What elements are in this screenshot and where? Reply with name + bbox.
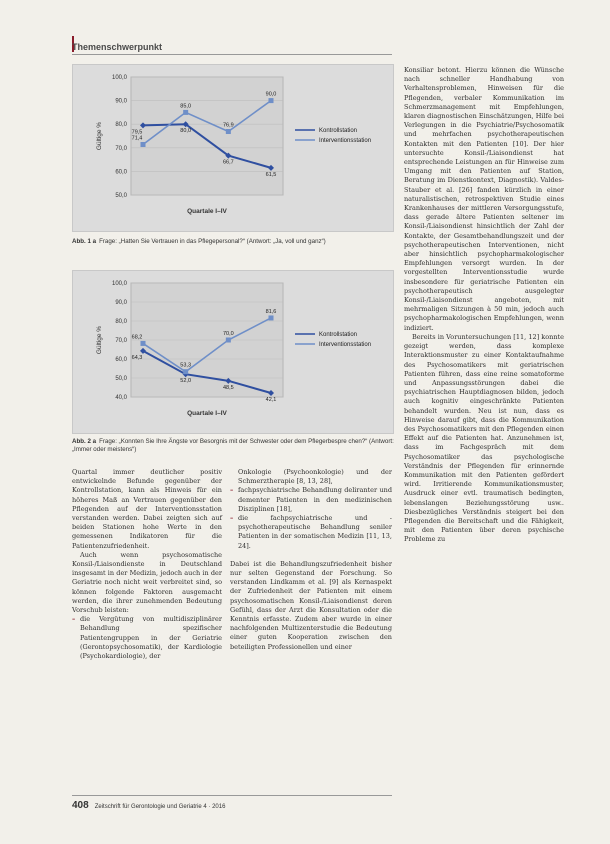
data-point	[141, 142, 146, 147]
y-tick-label: 90,0	[115, 300, 127, 306]
y-tick-label: 50,0	[115, 376, 127, 382]
data-label: 64,3	[131, 354, 143, 361]
data-label: 70,0	[222, 331, 234, 337]
y-tick-label: 40,0	[115, 395, 127, 401]
legend-entry: Kontrollstation	[319, 332, 358, 338]
text-column-right	[404, 66, 564, 545]
y-tick-label: 100,0	[111, 281, 127, 287]
data-label: 52,0	[180, 378, 192, 385]
data-point	[226, 129, 231, 134]
figure-2-caption	[72, 438, 400, 454]
data-point	[269, 315, 274, 320]
legend-entry: Interventionsstation	[319, 138, 372, 144]
y-tick-label: 60,0	[115, 357, 127, 363]
data-label: 90,0	[265, 91, 277, 98]
data-label: 79,5	[131, 129, 143, 136]
paragraph: Dabei ist die Behandlungszufriedenheit bisher nur selten Gegenstand der Forschung. So verstanden Lindkamm et al. [9] als Kernaspekt der Zufriedenheit der Patienten mit einem psychosomatischen Konsil-/Liaisondienst deren Gefühl, dass der Arzt die Konsultation oder die Kenntnis erfasste. Zudem aber wurde in einer nachfolgenden Multizenterstudie die Bedeutung einer guten Kooperation zwischen den beteiligten Professionellen und einer	[230, 559, 392, 651]
data-label: 81,6	[265, 308, 277, 315]
figure-1-label: Abb. 1 a	[72, 238, 97, 245]
data-label: 85,0	[180, 103, 192, 110]
data-point	[226, 338, 231, 343]
data-label: 53,3	[180, 362, 192, 369]
figure-2-caption-text: Frage: „Konnten Sie Ihre Ängste vor Besorgnis mit der Schwester oder dem Pflegerbespre chen?“ (Antwort: „Immer oder meistens“)	[72, 438, 394, 453]
footer-rule	[72, 795, 392, 796]
legend-entry: Kontrollstation	[319, 128, 358, 134]
section-header: Themenschwerpunkt	[72, 42, 163, 52]
y-axis-label: Gültige %	[96, 121, 103, 151]
figure-2-svg	[73, 271, 393, 433]
header-rule	[72, 54, 392, 55]
x-axis-label: Quartale I–IV	[187, 208, 227, 215]
list-item: – die fachpsychiatrische und -psychotherapeutische Behandlung seniler Patienten in der somatischen Medizin [11, 13, 24].	[230, 514, 392, 551]
text-column-middle	[230, 468, 392, 652]
data-label: 80,0	[180, 128, 192, 135]
factor-list	[72, 615, 222, 661]
data-point	[269, 98, 274, 103]
figure-1-caption-text: Frage: „Hatten Sie Vertrauen in das Pflegepersonal?“ (Antwort: „Ja, voll und ganz“)	[99, 238, 326, 245]
data-label: 42,1	[265, 397, 277, 404]
data-label: 66,7	[222, 159, 234, 166]
data-label: 68,2	[131, 334, 143, 341]
y-tick-label: 70,0	[115, 338, 127, 344]
page-footer	[72, 800, 225, 811]
paragraph: Quartal immer deutlicher positiv entwickelnde Befunde gegenüber der Kontrollstation, kann als Hinweis für ein höheres Maß an Vertrauen gegenüber den Pflegenden auf der Interventionsstation verstanden werden. Dabei zeigten sich auf beiden Stationen hohe Werte in den gemessenen Indikatoren für die Patientenzufriedenheit.	[72, 468, 222, 550]
y-tick-label: 70,0	[115, 145, 127, 152]
data-label: 48,5	[222, 384, 234, 391]
text-column-left	[72, 468, 222, 661]
journal-name: Zeitschrift für Gerontologie und Geriatrie 4 · 2016	[94, 804, 226, 810]
y-axis-label: Gültige %	[96, 325, 103, 355]
list-continuation: Onkologie (Psychoonkologie) und der Schmerztherapie [8, 13, 28],	[238, 468, 392, 486]
y-tick-label: 90,0	[115, 98, 127, 105]
data-point	[183, 369, 188, 374]
data-point	[141, 341, 146, 346]
figure-1-chart	[72, 64, 394, 232]
list-item: – fachpsychiatrische Behandlung deliranter und dementer Patienten in den medizinischen Disziplinen [18],	[230, 486, 392, 514]
figure-1-caption	[72, 238, 400, 246]
factor-list	[230, 486, 392, 550]
y-tick-label: 80,0	[115, 122, 127, 129]
y-tick-label: 60,0	[115, 169, 127, 176]
paragraph: Auch wenn psychosomatische Konsil-/Liaisondienste in Deutschland insgesamt in der Medizin, jedoch auch in der Geriatrie noch nicht weit verbreitet sind, so können folgende Faktoren ausgemacht werden, die ihrer zunehmenden Bedeutung Vorschub leisten:	[72, 550, 222, 615]
figure-2-label: Abb. 2 a	[72, 438, 97, 445]
figure-2-chart	[72, 270, 394, 434]
data-point	[183, 110, 188, 115]
y-tick-label: 100,0	[111, 75, 127, 81]
paragraph: Konsiliar betont. Hierzu können die Wünsche nach schneller Handhabung von Verhaltensproblemen, Hinweisen für die Pflegenden, verbaler Kommunikation im Schmerzmanagement mit Empfehlungen, klaren diagnostischen Einschätzungen, Hilfe bei Verlegungen in die Psychiatrie/Psychosomatik und mehrfachen psychotherapeutischen Kontakten mit den Patienten [10]. Der hier untersuchte Konsil-/Liaisondienst hat entsprechende Leistungen an für Hinweise zum Umgang mit den Patienten auf Station, Beratung im Dienstkontext, Diagnostik). Valdes-Stauber et al. [26] fanden kürzlich in einer naturalistischen, retrospektiven Studie eines Krankenhauses der mittleren Versorgungsstufe, dass gerade ältere Patienten seltener im Konsil-/Liaisondienst hinsichtlich der Zahl der Kontakte, der Gesamtbehandlungszeit und der psychotherapeutischen Interventionen, nicht aber hinsichtlich psychopharmakologischer Empfehlungen versorgt wurden. In der vorgestellten Interventionsstudie wurde insbesondere für geriatrische Patienten ein psychotherapeutisch ausgelegter Konsil-/Liaisondienst angeboten, mit mehrmaligen Sitzungen à 50 min, jedoch auch psychopharmakologischen Empfehlungen, wenn indiziert.	[404, 66, 564, 332]
data-label: 71,4	[131, 135, 143, 142]
list-item: – die Vergütung von multidisziplinärer Behandlung spezifischer Patientengruppen in der Geriatrie (Gerontopsychosomatik), der Kardiologie (Psychokardiologie), der	[72, 615, 222, 661]
y-tick-label: 80,0	[115, 319, 127, 325]
data-label: 61,5	[265, 171, 277, 178]
x-axis-label: Quartale I–IV	[187, 410, 227, 417]
figure-1-svg	[73, 65, 393, 231]
legend-entry: Interventionsstation	[319, 342, 372, 348]
page-number: 408	[72, 800, 89, 811]
data-label: 76,9	[222, 122, 234, 129]
y-tick-label: 50,0	[115, 193, 127, 199]
paragraph: Bereits in Voruntersuchungen [11, 12] konnte gezeigt werden, dass komplexe Interaktionsmuster zu einer Kontaktaufnahme des Psychosomatikers mit geriatrischen Patienten führen, dass eine reine somatoforme und Anpassungsstörungen dabei die psychiatrischen Hauptdiagnosen bilden, jedoch auch kognitiv eingeschränkte Patienten behandelt wurden. Neu ist nun, dass es Hinweise darauf gibt, dass die Kommunikation des Psychosomatikers mit den Pflegenden einen Effekt auf die Patienten hat. Anzunehmen ist, dass im Fachgespräch mit dem Psychosomatiker das psychologische Verständnis der Pflegenden für erinnernde Kommunikation mit den Patienten gefördert wird. Irritierende Kommunikationsmuster, Ausdruck einer evtl. traumatisch bedingten, lebenslangen Beziehungsstörung usw.. Diesbezügliches Verständnis steigert bei den Pflegenden die Bereitschaft und die Fähigkeit, mit den Patienten über deren psychische Probleme zu	[404, 332, 564, 544]
